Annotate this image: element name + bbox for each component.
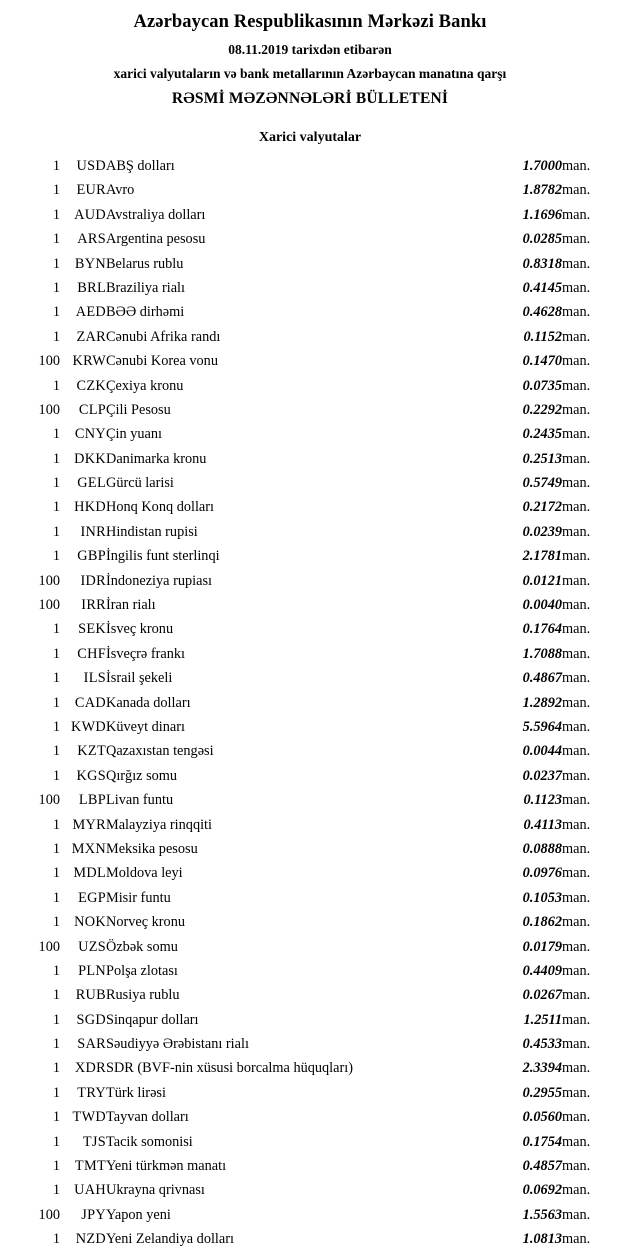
row-code: UZS — [78, 938, 106, 955]
row-rate: 5.5964 — [522, 718, 562, 735]
exchange-rates-table — [18, 158, 602, 1256]
row-amount: 1 — [52, 1133, 60, 1150]
row-code: MYR — [72, 816, 106, 833]
row-currency-name: İran rialı — [106, 597, 156, 614]
row-rate: 1.8782 — [522, 182, 562, 199]
row-rate: 0.0040 — [522, 597, 562, 614]
row-unit: man. — [562, 1084, 591, 1101]
row-unit: man. — [562, 426, 591, 443]
table-row — [18, 646, 602, 670]
row-rate: 0.0267 — [522, 987, 562, 1004]
row-currency-name: Tayvan dolları — [106, 1109, 189, 1126]
row-amount: 1 — [52, 377, 60, 394]
row-unit: man. — [562, 1133, 591, 1150]
row-amount: 1 — [52, 499, 60, 516]
row-amount: 1 — [52, 1011, 60, 1028]
table-row — [18, 280, 602, 304]
table-row — [18, 402, 602, 426]
table-row — [18, 841, 602, 865]
row-rate: 0.1764 — [522, 621, 562, 638]
table-row — [18, 670, 602, 694]
row-currency-name: Qazaxıstan tengəsi — [106, 743, 214, 760]
row-amount: 1 — [52, 670, 60, 687]
row-currency-name: İsrail şekeli — [106, 670, 173, 687]
table-row — [18, 597, 602, 621]
row-unit: man. — [562, 475, 591, 492]
table-row — [18, 499, 602, 523]
row-currency-name: Misir funtu — [106, 889, 171, 906]
row-code: NZD — [75, 1231, 106, 1248]
row-unit: man. — [562, 499, 591, 516]
row-unit: man. — [562, 816, 591, 833]
row-currency-name: Hindistan rupisi — [106, 523, 198, 540]
row-code: MXN — [71, 840, 106, 857]
row-currency-name: Yapon yeni — [106, 1206, 171, 1223]
row-rate: 0.2172 — [522, 499, 562, 516]
row-code: BYN — [74, 255, 106, 272]
row-amount: 1 — [52, 182, 60, 199]
table-row — [18, 890, 602, 914]
row-unit: man. — [562, 182, 591, 199]
row-code: CAD — [74, 694, 106, 711]
row-code: XDR — [74, 1060, 106, 1077]
row-code: USD — [76, 158, 106, 174]
row-code: INR — [80, 523, 106, 540]
table-row — [18, 426, 602, 450]
row-currency-name: Çin yuanı — [106, 426, 162, 443]
row-code: HKD — [74, 499, 106, 516]
row-amount: 100 — [38, 1206, 60, 1223]
row-currency-name: Özbək somu — [106, 938, 178, 955]
row-amount: 1 — [52, 816, 60, 833]
row-unit: man. — [562, 767, 591, 784]
row-rate: 0.4857 — [522, 1158, 562, 1175]
row-code: TMT — [74, 1158, 106, 1175]
row-code: ILS — [83, 670, 106, 687]
row-unit: man. — [562, 865, 591, 882]
row-currency-name: Argentina pesosu — [106, 231, 206, 248]
row-unit: man. — [562, 450, 591, 467]
row-amount: 100 — [38, 401, 60, 418]
table-row — [18, 621, 602, 645]
row-rate: 0.0285 — [522, 231, 562, 248]
row-unit: man. — [562, 889, 591, 906]
row-rate: 2.1781 — [522, 548, 562, 565]
row-code: TWD — [72, 1109, 106, 1126]
row-unit: man. — [562, 572, 591, 589]
row-amount: 1 — [52, 621, 60, 638]
table-row — [18, 1134, 602, 1158]
row-code: GEL — [77, 475, 106, 492]
row-amount: 1 — [52, 279, 60, 296]
row-unit: man. — [562, 1060, 591, 1077]
row-currency-name: Çili Pesosu — [106, 401, 171, 418]
row-rate: 1.7088 — [522, 645, 562, 662]
row-code: AED — [75, 304, 106, 321]
row-amount: 1 — [52, 1182, 60, 1199]
row-code: PLN — [78, 962, 106, 979]
row-rate: 0.0976 — [522, 865, 562, 882]
row-amount: 100 — [38, 353, 60, 370]
row-unit: man. — [562, 548, 591, 565]
row-currency-name: İsveçrə frankı — [106, 645, 185, 662]
row-amount: 1 — [52, 548, 60, 565]
row-unit: man. — [562, 670, 591, 687]
effective-date-line — [18, 42, 602, 58]
row-unit: man. — [562, 1206, 591, 1223]
row-rate: 0.2292 — [522, 401, 562, 418]
table-row — [18, 451, 602, 475]
table-row — [18, 963, 602, 987]
row-currency-name: Kanada dolları — [106, 694, 191, 711]
row-rate: 0.1152 — [523, 328, 562, 345]
row-amount: 1 — [52, 1158, 60, 1175]
row-currency-name: Rusiya rublu — [106, 987, 180, 1004]
row-currency-name: İndoneziya rupiası — [106, 572, 212, 589]
row-amount: 1 — [52, 767, 60, 784]
row-amount: 100 — [38, 597, 60, 614]
document-bulletin-title: RƏSMİ MƏZƏNNƏLƏRİ BÜLLETENİ — [171, 90, 449, 107]
row-amount: 1 — [52, 328, 60, 345]
table-row — [18, 1012, 602, 1036]
row-currency-name: Polşa zlotası — [106, 962, 178, 979]
row-rate: 0.0121 — [522, 572, 562, 589]
row-rate: 1.2511 — [523, 1011, 562, 1028]
table-row — [18, 304, 602, 328]
row-amount: 1 — [52, 865, 60, 882]
row-unit: man. — [562, 718, 591, 735]
table-row — [18, 719, 602, 743]
row-code: ARS — [77, 231, 106, 248]
row-currency-name: Meksika pesosu — [106, 840, 198, 857]
row-currency-name: Avro — [106, 182, 135, 199]
row-code: KGS — [76, 767, 106, 784]
row-unit: man. — [562, 304, 591, 321]
row-code: CZK — [76, 377, 106, 394]
row-unit: man. — [562, 1011, 591, 1028]
row-currency-name: Gürcü larisi — [106, 475, 174, 492]
exchange-rates-body — [18, 158, 602, 1256]
row-currency-name: Çexiya kronu — [106, 377, 184, 394]
table-row — [18, 1085, 602, 1109]
row-currency-name: Belarus rublu — [106, 255, 184, 272]
effective-date: 08.11.2019 — [228, 42, 289, 57]
row-unit: man. — [562, 1109, 591, 1126]
row-amount: 1 — [52, 206, 60, 223]
row-code: CHF — [77, 645, 106, 662]
row-amount: 1 — [52, 840, 60, 857]
row-unit: man. — [562, 792, 591, 809]
table-row — [18, 524, 602, 548]
row-rate: 0.2513 — [522, 450, 562, 467]
row-rate: 0.2955 — [522, 1084, 562, 1101]
row-code: CNY — [74, 426, 106, 443]
row-unit: man. — [562, 401, 591, 418]
table-row — [18, 1182, 602, 1206]
row-code: IRR — [81, 597, 106, 614]
row-code: KRW — [72, 353, 106, 370]
row-rate: 0.1123 — [523, 792, 562, 809]
row-unit: man. — [562, 840, 591, 857]
row-amount: 100 — [38, 938, 60, 955]
row-currency-name: BƏƏ dirhəmi — [106, 304, 185, 321]
table-row — [18, 207, 602, 231]
row-code: IDR — [80, 572, 106, 589]
row-unit: man. — [562, 987, 591, 1004]
row-amount: 1 — [52, 304, 60, 321]
row-code: AUD — [74, 206, 106, 223]
row-code: DKK — [74, 450, 106, 467]
row-rate: 0.1053 — [522, 889, 562, 906]
row-rate: 0.4145 — [522, 279, 562, 296]
row-rate: 0.0237 — [522, 767, 562, 784]
row-currency-name: Danimarka kronu — [106, 450, 207, 467]
document-subtitle: xarici valyutaların və bank metallarının Azərbaycan manatına qarşı — [113, 66, 507, 81]
row-currency-name: Qırğız somu — [106, 767, 178, 784]
row-rate: 1.1696 — [522, 206, 562, 223]
row-currency-name: Moldova leyi — [106, 865, 183, 882]
row-amount: 1 — [52, 231, 60, 248]
row-amount: 1 — [52, 255, 60, 272]
row-amount: 1 — [52, 475, 60, 492]
row-amount: 1 — [52, 694, 60, 711]
row-rate: 0.2435 — [522, 426, 562, 443]
row-rate: 0.1862 — [522, 914, 562, 931]
row-currency-name: İngilis funt sterlinqi — [106, 548, 220, 565]
row-rate: 0.0239 — [522, 523, 562, 540]
row-amount: 1 — [52, 1231, 60, 1248]
row-rate: 1.0813 — [522, 1231, 562, 1248]
row-currency-name: Honq Konq dolları — [106, 499, 215, 516]
row-rate: 0.0735 — [522, 377, 562, 394]
row-unit: man. — [562, 1182, 591, 1199]
row-rate: 0.4113 — [523, 816, 562, 833]
row-unit: man. — [562, 694, 591, 711]
row-currency-name: SDR (BVF-nin xüsusi borcalma hüquqları) — [106, 1060, 353, 1077]
row-rate: 1.5563 — [522, 1206, 562, 1223]
table-row — [18, 1109, 602, 1133]
section-title-foreign-currencies: Xarici valyutalar — [258, 130, 362, 145]
row-currency-name: Yeni türkmən manatı — [106, 1158, 227, 1175]
row-amount: 1 — [52, 914, 60, 931]
table-row — [18, 695, 602, 719]
row-rate: 0.0692 — [522, 1182, 562, 1199]
row-amount: 1 — [52, 645, 60, 662]
row-currency-name: Avstraliya dolları — [106, 206, 206, 223]
row-code: KZT — [77, 743, 106, 760]
table-row — [18, 1207, 602, 1231]
row-unit: man. — [562, 377, 591, 394]
table-row — [18, 182, 602, 206]
row-amount: 1 — [52, 450, 60, 467]
table-row — [18, 1231, 602, 1255]
table-row — [18, 475, 602, 499]
row-code: EGP — [78, 889, 106, 906]
row-code: UAH — [74, 1182, 106, 1199]
row-unit: man. — [562, 962, 591, 979]
row-currency-name: Sinqapur dolları — [106, 1011, 199, 1028]
row-currency-name: İsveç kronu — [106, 621, 174, 638]
row-code: SEK — [78, 621, 106, 638]
row-amount: 1 — [52, 1109, 60, 1126]
row-unit: man. — [562, 328, 591, 345]
row-rate: 1.2892 — [522, 694, 562, 711]
document-header — [18, 12, 602, 108]
row-rate: 2.3394 — [522, 1060, 562, 1077]
table-row — [18, 743, 602, 767]
row-currency-name: Küveyt dinarı — [106, 718, 186, 735]
effective-date-suffix: tarixdən etibarən — [291, 42, 392, 57]
row-unit: man. — [562, 353, 591, 370]
row-rate: 0.4628 — [522, 304, 562, 321]
row-amount: 1 — [52, 889, 60, 906]
row-rate: 0.4867 — [522, 670, 562, 687]
row-currency-name: Səudiyyə Ərəbistanı rialı — [106, 1036, 249, 1053]
row-code: MDL — [73, 865, 106, 882]
row-currency-name: Norveç kronu — [106, 914, 186, 931]
table-row — [18, 353, 602, 377]
row-rate: 0.5749 — [522, 475, 562, 492]
row-rate: 0.1470 — [522, 353, 562, 370]
table-row — [18, 378, 602, 402]
table-row — [18, 548, 602, 572]
row-currency-name: Türk lirəsi — [106, 1084, 166, 1101]
table-row — [18, 256, 602, 280]
row-code: SAR — [77, 1036, 106, 1053]
table-row — [18, 865, 602, 889]
row-unit: man. — [562, 914, 591, 931]
row-code: TJS — [82, 1133, 106, 1150]
table-row — [18, 231, 602, 255]
row-currency-name: Ukrayna qrivnası — [106, 1182, 205, 1199]
table-row — [18, 1158, 602, 1182]
row-rate: 0.0560 — [522, 1109, 562, 1126]
row-unit: man. — [562, 1036, 591, 1053]
row-currency-name: Tacik somonisi — [106, 1133, 193, 1150]
row-amount: 1 — [52, 1084, 60, 1101]
row-amount: 1 — [52, 523, 60, 540]
row-currency-name: Braziliya rialı — [106, 279, 185, 296]
row-currency-name: Yeni Zelandiya dolları — [106, 1231, 234, 1248]
table-row — [18, 573, 602, 597]
row-code: EUR — [76, 182, 106, 199]
row-unit: man. — [562, 158, 591, 174]
row-amount: 1 — [52, 1036, 60, 1053]
row-currency-name: Malayziya rinqqiti — [106, 816, 213, 833]
table-row — [18, 1036, 602, 1060]
row-amount: 1 — [52, 987, 60, 1004]
row-amount: 1 — [52, 962, 60, 979]
row-amount: 1 — [52, 718, 60, 735]
row-code: SGD — [76, 1011, 106, 1028]
table-row — [18, 158, 602, 182]
row-code: TRY — [77, 1084, 106, 1101]
row-unit: man. — [562, 523, 591, 540]
row-unit: man. — [562, 597, 591, 614]
row-amount: 100 — [38, 572, 60, 589]
table-row — [18, 329, 602, 353]
row-code: KWD — [70, 718, 106, 735]
row-currency-name: Cənubi Korea vonu — [106, 353, 218, 370]
row-code: RUB — [75, 987, 106, 1004]
row-code: JPY — [81, 1206, 106, 1223]
row-unit: man. — [562, 279, 591, 296]
table-row — [18, 914, 602, 938]
row-unit: man. — [562, 938, 591, 955]
row-rate: 0.1754 — [522, 1133, 562, 1150]
row-rate: 1.7000 — [522, 158, 562, 174]
row-unit: man. — [562, 1231, 591, 1248]
row-unit: man. — [562, 743, 591, 760]
row-unit: man. — [562, 231, 591, 248]
row-code: BRL — [77, 279, 106, 296]
row-unit: man. — [562, 621, 591, 638]
row-amount: 1 — [52, 426, 60, 443]
row-rate: 0.0044 — [522, 743, 562, 760]
row-unit: man. — [562, 255, 591, 272]
row-rate: 0.8318 — [522, 255, 562, 272]
row-rate: 0.0179 — [522, 938, 562, 955]
row-code: ZAR — [76, 328, 106, 345]
table-row — [18, 792, 602, 816]
row-unit: man. — [562, 645, 591, 662]
row-amount: 100 — [38, 792, 60, 809]
row-code: NOK — [74, 914, 106, 931]
row-unit: man. — [562, 206, 591, 223]
table-row — [18, 987, 602, 1011]
table-row — [18, 768, 602, 792]
table-row — [18, 817, 602, 841]
row-rate: 0.4533 — [522, 1036, 562, 1053]
row-code: LBP — [78, 792, 106, 809]
row-unit: man. — [562, 1158, 591, 1175]
row-currency-name: ABŞ dolları — [106, 158, 175, 174]
table-row — [18, 939, 602, 963]
row-code: CLP — [78, 401, 106, 418]
row-rate: 0.0888 — [522, 840, 562, 857]
bank-title: Azərbaycan Respublikasının Mərkəzi Bankı — [133, 12, 487, 32]
row-currency-name: Livan funtu — [106, 792, 174, 809]
row-rate: 0.4409 — [522, 962, 562, 979]
row-amount: 1 — [52, 1060, 60, 1077]
row-currency-name: Cənubi Afrika randı — [106, 328, 221, 345]
row-code: GBP — [77, 548, 106, 565]
row-amount: 1 — [52, 743, 60, 760]
row-amount: 1 — [52, 158, 60, 174]
